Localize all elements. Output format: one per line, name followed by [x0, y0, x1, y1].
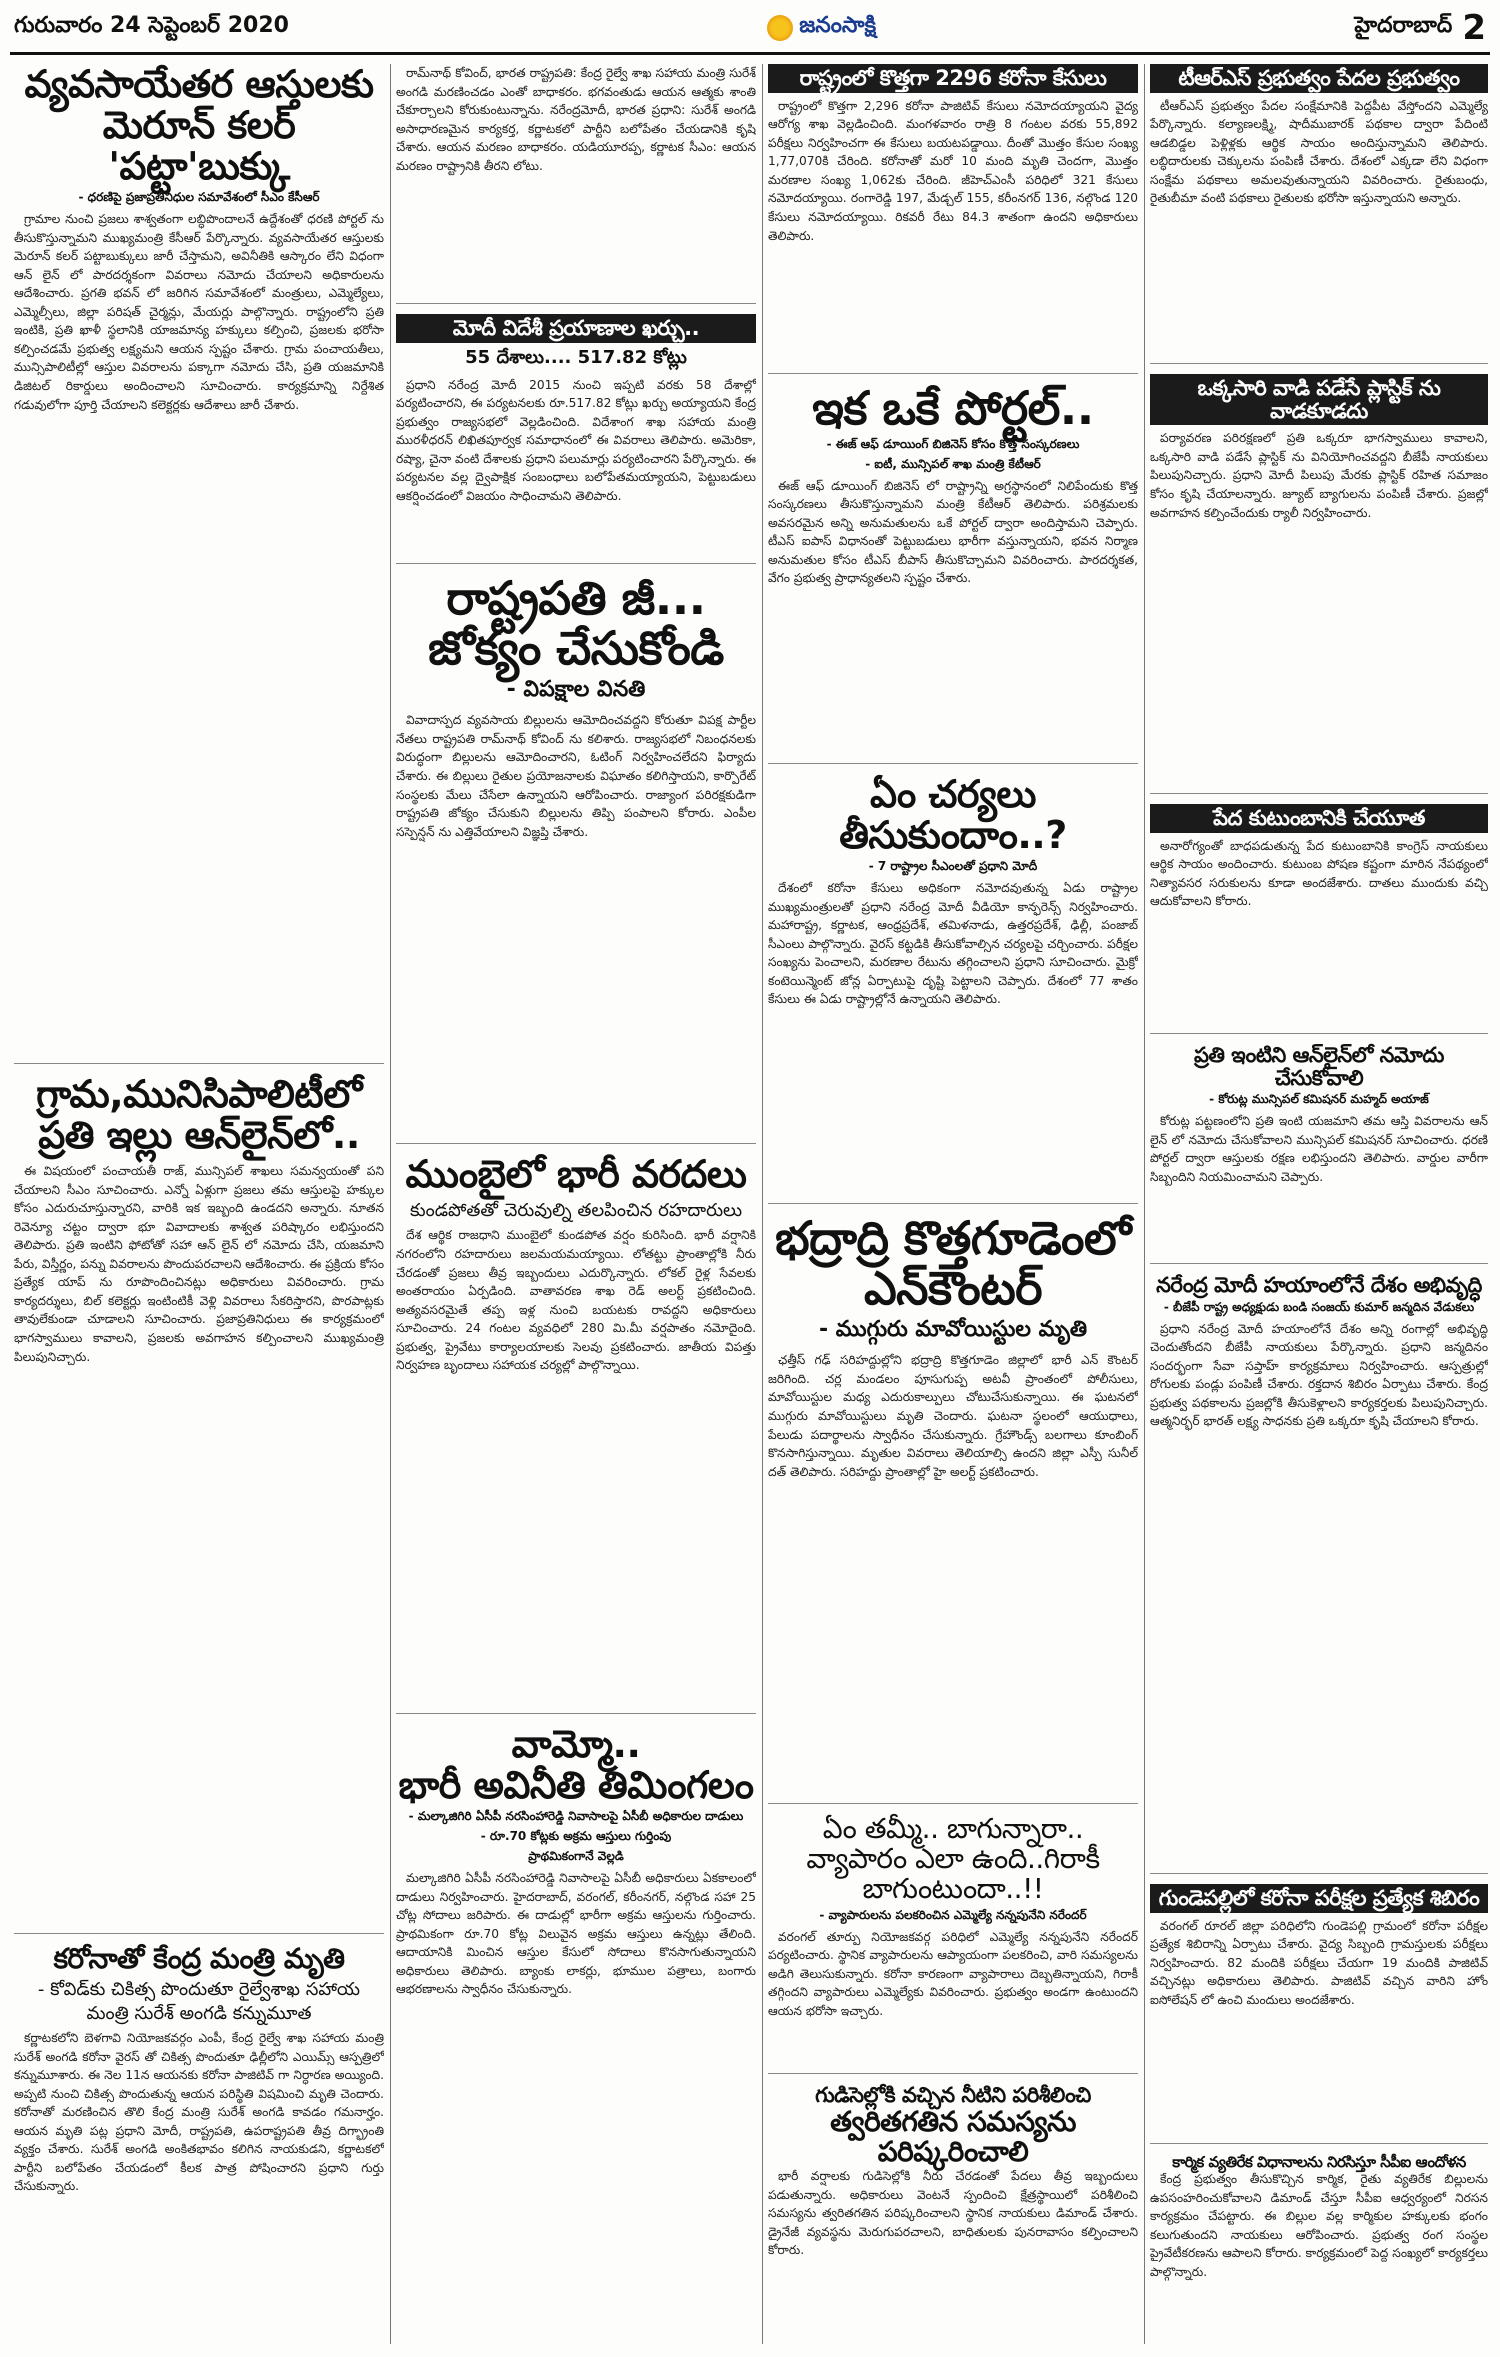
subheadline: - ముగ్గురు మావోయిస్టుల మృతి: [818, 1317, 1088, 1343]
story-body: అనారోగ్యంతో బాధపడుతున్న పేద కుటుంబానికి కాంగ్రెస్ నాయకులు ఆర్థిక సాయం అందించారు. కుటుంబ పోషణ కష్టంగా మారిన నేపథ్యంలో నిత్యావసర సరుకులను కూడా అందజేశారు. దాతలు ముందుకు వచ్చి ఆదుకోవాలని కోరారు.: [1150, 838, 1488, 909]
story-body: ఛత్తీస్ గఢ్ సరిహద్దుల్లోని భద్రాద్రి కొత్తగూడెం జిల్లాలో భారీ ఎన్ కౌంటర్ జరిగింది. చర్ల మండలం పూసుగుప్ప అటవీ ప్రాంతంలో పోలీసులు, మావోయిస్టుల మధ్య ఎదురుకాల్పులు చోటుచేసుకున్నాయి. ఈ ఘటనలో ముగ్గురు మావోయిస్టులు మృతి చెందారు. ఘటనా స్థలంలో ఆయుధాలు, పేలుడు పదార్థాలను స్వాధీనం చేసుకున్నారు. గ్రేహౌండ్స్ బలగాలు కూంబింగ్ కొనసాగిస్తున్నాయి. మృతుల వివరాలు తెలియాల్సి ఉందని జిల్లా ఎస్పీ సునీల్ దత్ తెలిపారు. సరిహద్దు ప్రాంతాల్లో హై అలర్ట్ ప్రకటించారు.: [768, 1353, 1138, 1479]
story-test-camp: [1150, 1884, 1488, 2144]
subheadline: ప్రాథమికంగానే వెల్లడి: [528, 1849, 624, 1864]
headline: ముంబైలో భారీ వరదలు: [405, 1152, 747, 1196]
column-1: [14, 64, 384, 2344]
story-body: వివాదాస్పద వ్యవసాయ బిల్లులను ఆమోదించవద్దని కోరుతూ విపక్ష పార్టీల నేతలు రాష్ట్రపతి రామ్‌నాథ్ కోవింద్ ను కలిశారు. రాజ్యసభలో నిబంధనలకు విరుద్ధంగా బిల్లులను ఆమోదించారని, ఓటింగ్ నిర్వహించలేదని ఫిర్యాదు చేశారు. ఈ బిల్లులు రైతుల ప్రయోజనాలకు విఘాతం కలిగిస్తాయని, కార్పొరేట్ సంస్థలకు మేలు చేసేలా ఉన్నాయని ఆరోపించారు. రాజ్యాంగ పరిరక్షకుడిగా రాష్ట్రపతి జోక్యం చేసుకుని బిల్లులను తిప్పి పంపాలని కోరారు. ఎంపీల సస్పెన్షన్ ను ఎత్తివేయాలని విజ్ఞప్తి చేశారు.: [396, 713, 756, 839]
story-body: టీఆర్ఎస్ ప్రభుత్వం పేదల సంక్షేమానికి పెద్దపీట వేస్తోందని ఎమ్మెల్యే పేర్కొన్నారు. కల్యాణలక్ష్మి, షాదీముబారక్ పథకాల ద్వారా పేదింటి ఆడబిడ్డల పెళ్లిళ్లకు ఆర్థిక సాయం అందిస్తున్నామని తెలిపారు. లబ్ధిదారులకు చెక్కులను పంపిణీ చేశారు. దేశంలో ఎక్కడా లేని విధంగా సంక్షేమ పథకాలు అమలవుతున్నాయని వివరించారు. రైతుబంధు, రైతుబీమా వంటి పథకాలు రైతులకు భరోసా ఇస్తున్నాయని అన్నారు.: [1150, 98, 1488, 206]
story-online: [14, 1074, 384, 1934]
cost-figure: 55 దేశాలు.... 517.82 కోట్లు: [465, 346, 687, 368]
subheadline: - విపక్షాల వినతి: [506, 677, 646, 703]
subheadline: కుండపోతతో చెరువుల్ని తలపించిన రహదారులు: [409, 1200, 743, 1222]
headline: నరేంద్ర మోదీ హయాంలోనే దేశం అభివృద్ధి: [1156, 1273, 1482, 1297]
story-corruption: [396, 1724, 756, 2344]
story-mumbai: [396, 1154, 756, 1714]
headline: మెరూన్ కలర్ 'పట్టా'బుక్కు: [102, 103, 296, 189]
headline: మోదీ విదేశీ ప్రయాణాల ఖర్చు..: [396, 314, 756, 343]
story-poor-family: [1150, 804, 1488, 1034]
story-body: వరంగల్ తూర్పు నియోజకవర్గ పరిధిలో ఎమ్మెల్యే నన్నపునేని నరేందర్ పర్యటించారు. స్థానిక వ్యాపారులను ఆప్యాయంగా పలకరించి, వారి సమస్యలను అడిగి తెలుసుకున్నారు. కరోనా కారణంగా వ్యాపారాలు దెబ్బతిన్నాయని, గిరాకీ తగ్గిందని వ్యాపారులు ఎమ్మెల్యేకు వివరించారు. ప్రభుత్వం అండగా ఉంటుందని ఆయన భరోసా ఇచ్చారు.: [768, 1929, 1138, 2018]
story-body: పర్యావరణ పరిరక్షణలో ప్రతి ఒక్కరూ భాగస్వాములు కావాలని, ఒక్కసారి వాడి పడేసే ప్లాస్టిక్ ను వినియోగించవద్దని బీజేపీ నాయకులు పిలుపునిచ్చారు. ప్రధాని మోదీ పిలుపు మేరకు ప్లాస్టిక్ రహిత సమాజం కోసం కృషి చేయాలన్నారు. జ్యూట్ బ్యాగులను పంపిణీ చేశారు. ప్రజల్లో అవగాహన కల్పించేందుకు ర్యాలీ నిర్వహించారు.: [1150, 431, 1488, 520]
masthead: [14, 8, 1486, 48]
column-4: [1150, 64, 1488, 2344]
byline: - ఈజ్ ఆఫ్ డూయింగ్ బిజినెస్ కోసం కొత్త సంస్కరణలు: [826, 436, 1080, 451]
story-body: దేశంలో కరోనా కేసులు అధికంగా నమోదవుతున్న ఏడు రాష్ట్రాల ముఖ్యమంత్రులతో ప్రధాని నరేంద్ర మోదీ వీడియో కాన్ఫరెన్స్ నిర్వహించారు. మహారాష్ట్ర, కర్ణాటక, ఆంధ్రప్రదేశ్, తమిళనాడు, ఉత్తరప్రదేశ్, ఢిల్లీ, పంజాబ్ సీఎంలు పాల్గొన్నారు. వైరస్ కట్టడికి తీసుకోవాల్సిన చర్యలపై చర్చించారు. పరీక్షల సంఖ్యను పెంచాలని, మరణాల రేటును తగ్గించాలని ప్రధాని సూచించారు. మైక్రో కంటెయిన్మెంట్ జోన్ల ఏర్పాటుపై దృష్టి పెట్టాలని చెప్పారు. దేశంలో 77 శాతం కేసులు ఈ ఏడు రాష్ట్రాల్లోనే ఉన్నాయని తెలిపారు.: [768, 881, 1138, 1007]
byline: - 7 రాష్ట్రాల సీఎంలతో ప్రధాని మోదీ: [868, 859, 1038, 874]
headline: రాష్ట్రపతి జీ...: [446, 571, 706, 625]
story-portal: [768, 381, 1138, 764]
byline: - వ్యాపారులను పలకరించిన ఎమ్మెల్యే నన్నపునేని నరేందర్: [819, 1907, 1087, 1922]
story-body: భారీ వర్షాలకు గుడిసెల్లోకి నీరు చేరడంతో పేదలు తీవ్ర ఇబ్బందులు పడుతున్నారు. అధికారులు వెంటనే స్పందించి క్షేత్రస్థాయిలో పరిశీలించి సమస్యను త్వరితగతిన పరిష్కరించాలని స్థానిక నాయకులు డిమాండ్ చేశారు. డ్రైనేజీ వ్యవస్థను మెరుగుపరచాలని, బాధితులకు పునరావాసం కల్పించాలని కోరారు.: [768, 2169, 1138, 2258]
page-number: 2: [1462, 8, 1486, 48]
story-encounter: [768, 1211, 1138, 1804]
story-modi-trips: [396, 314, 756, 564]
column-2: [396, 64, 756, 2344]
headline: కరోనాతో కేంద్ర మంత్రి మృతి: [53, 1942, 345, 1975]
story-actions: [768, 774, 1138, 1204]
story-president: [396, 571, 756, 1144]
headline: ప్రతి ఇంటిని ఆన్‌లైన్‌లో నమోదు చేసుకోవాలి: [1194, 1043, 1444, 1090]
headline: కార్మిక వ్యతిరేక విధానాలను నిరసిస్తూ సీపీఐ ఆందోళన: [1172, 2153, 1466, 2171]
headline: గ్రామ,మునిసిపాలిటీలో: [36, 1072, 362, 1116]
headline: ఇక ఒకే పోర్టల్..: [812, 381, 1094, 435]
story-body: కేంద్ర ప్రభుత్వం తీసుకొచ్చిన కార్మిక, రైతు వ్యతిరేక బిల్లులను ఉపసంహరించుకోవాలని డిమాండ్ చేస్తూ సీపీఐ ఆధ్వర్యంలో నిరసన కార్యక్రమం చేపట్టారు. ఈ బిల్లుల వల్ల కార్మికుల హక్కులకు భంగం కలుగుతుందని నాయకులు ఆరోపించారు. ప్రభుత్వ రంగ సంస్థల ప్రైవేటీకరణను ఆపాలని కోరారు. కార్యక్రమంలో పెద్ద సంఖ్యలో కార్యకర్తలు పాల్గొన్నారు.: [1150, 2172, 1488, 2279]
issue-date: గురువారం 24 సెప్టెంబర్ 2020: [14, 13, 289, 38]
story-body: ప్రధాని నరేంద్ర మోదీ 2015 నుంచి ఇప్పటి వరకు 58 దేశాల్లో పర్యటించారని, ఈ పర్యటనలకు రూ.517.82 కోట్లు ఖర్చు అయ్యాయని కేంద్ర ప్రభుత్వం రాజ్యసభలో వెల్లడించింది. విదేశాంగ శాఖ సహాయ మంత్రి మురళీధరన్ లిఖితపూర్వక సమాధానంలో ఈ వివరాలు తెలిపారు. అమెరికా, రష్యా, చైనా వంటి దేశాలకు ప్రధాని పలుమార్లు పర్యటించారని పేర్కొన్నారు. ఈ పర్యటనల వల్ల ద్వైపాక్షిక సంబంధాలు బలోపేతమయ్యాయని, పెట్టుబడులు ఆకర్షించడంలో విజయం సాధించామని తెలిపారు.: [396, 377, 756, 503]
sun-logo-icon: [767, 15, 793, 41]
story-minister: [14, 1944, 384, 2324]
story-body: ఈ విషయంలో పంచాయతీ రాజ్, మున్సిపల్ శాఖలు సమన్వయంతో పని చేయాలని సీఎం సూచించారు. ఎన్నో ఏళ్లుగా ప్రజలు తమ ఆస్తులపై హక్కుల కోసం ఎదురుచూస్తున్నారని, వారికి ఇక ఇబ్బంది ఉండదని అన్నారు. నూతన రెవెన్యూ చట్టం ద్వారా భూ వివాదాలకు శాశ్వత పరిష్కారం లభిస్తుందని తెలిపారు. ప్రతి ఇంటిని ఫోటోతో సహా ఆన్ లైన్ లో నమోదు చేసి, యజమాని పేరు, విస్తీర్ణం, పన్ను వివరాలను పొందుపరచాలని ఆదేశించారు. ఈ ప్రక్రియ కోసం ప్రత్యేక యాప్ ను రూపొందించినట్లు అధికారులు వివరించారు. గ్రామ కార్యదర్శులు, బిల్ కలెక్టర్లు ఇంటింటికీ వెళ్లి వివరాలు సేకరిస్తారని, పొరపాట్లకు తావులేకుండా చూడాలని సూచించారు. ప్రజాప్రతినిధులు ఈ కార్యక్రమంలో భాగస్వాములు కావాలని, ప్రజలకు అవగాహన కల్పించాలని ముఖ్యమంత్రి పిలుపునిచ్చారు.: [14, 1164, 384, 1364]
story-body: ఈజ్ ఆఫ్ డూయింగ్ బిజినెస్ లో రాష్ట్రాన్ని అగ్రస్థానంలో నిలిపేందుకు కొత్త సంస్కరణలు తీసుకొస్తున్నామని మంత్రి కేటీఆర్ తెలిపారు. పరిశ్రమలకు అవసరమైన అన్ని అనుమతులను ఒకే పోర్టల్ ద్వారా అందిస్తామని చెప్పారు. టీఎస్ ఐపాస్ విధానంతో పెట్టుబడులు భారీగా వస్తున్నాయని, భవన నిర్మాణ అనుమతుల కోసం టీఎస్ బీపాస్ తీసుకొచ్చామని వివరించారు. పారదర్శకత, వేగం ప్రభుత్వ ప్రాధాన్యతలని స్పష్టం చేశారు.: [768, 478, 1138, 586]
masthead-rule: [10, 52, 1490, 55]
headline: ఎన్‌కౌంటర్: [863, 1260, 1043, 1315]
headline: ఏం చర్యలు తీసుకుందాం..?: [839, 772, 1067, 858]
subheadline: - కోవిడ్‌కు చికిత్స పొందుతూ రైల్వేశాఖ సహాయ మంత్రి సురేశ్ అంగడి కన్నుమూత: [37, 1979, 361, 2024]
byline: - కోరుట్ల మున్సిపల్ కమిషనర్ మహ్మద్ అయాజ్: [1209, 1092, 1429, 1107]
column-divider: [390, 64, 391, 2344]
headline: రాష్ట్రంలో కొత్తగా 2296 కరోనా కేసులు: [768, 64, 1138, 93]
story-body: దేశ ఆర్థిక రాజధాని ముంబైలో కుండపోత వర్షం కురిసింది. భారీ వర్షానికి నగరంలోని రహదారులు జలమయమయ్యాయి. లోతట్టు ప్రాంతాల్లోకి నీరు చేరడంతో ప్రజలు తీవ్ర ఇబ్బందులు ఎదుర్కొన్నారు. లోకల్ రైళ్ల సేవలకు అంతరాయం ఏర్పడింది. వాతావరణ శాఖ రెడ్ అలర్ట్ ప్రకటించింది. అత్యవసరమైతే తప్ప ఇళ్ల నుంచి బయటకు రావద్దని అధికారులు సూచించారు. 24 గంటల వ్యవధిలో 280 మి.మీ వర్షపాతం నమోదైంది. ప్రభుత్వ, ప్రైవేటు కార్యాలయాలకు సెలవు ప్రకటించారు. జాతీయ విపత్తు నిర్వహణ బృందాలు సహాయక చర్యల్లో పాల్గొన్నాయి.: [396, 1228, 756, 1373]
column-3: [768, 64, 1138, 2344]
story-body: కోరుట్ల పట్టణంలోని ప్రతి ఇంటి యజమాని తమ ఆస్తి వివరాలను ఆన్ లైన్ లో నమోదు చేసుకోవాలని మున్సిపల్ కమిషనర్ సూచించారు. ధరణి పోర్టల్ ద్వారా ఆస్తులకు రక్షణ లభిస్తుందని తెలిపారు. వార్డుల వారీగా సిబ్బందిని నియమించామని చెప్పారు.: [1150, 1114, 1488, 1184]
headline: గుడిసెల్లోకి వచ్చిన నీటిని పరిశీలించి: [815, 2083, 1091, 2107]
headline: వామ్మో..: [511, 1722, 641, 1766]
headline: ప్రతి ఇల్లు ఆన్‌లైన్‌లో..: [38, 1113, 360, 1158]
story-plastic: [1150, 374, 1488, 794]
headline: గుండెపల్లిలో కరోనా పరీక్షల ప్రత్యేక శిబిరం: [1150, 1884, 1488, 1913]
headline: త్వరితగతిన సమస్యను పరిష్కరించాలి: [830, 2104, 1076, 2168]
headline: వ్యాపారం ఎలా ఉంది..గిరాకీ బాగుంటుందా..!!: [806, 1842, 1100, 1906]
story-body: కర్ణాటకలోని బెళగావి నియోజకవర్గం ఎంపీ, కేంద్ర రైల్వే శాఖ సహాయ మంత్రి సురేశ్ అంగడి కరోనా వైరస్ తో చికిత్స పొందుతూ ఢిల్లీలోని ఎయిమ్స్ ఆస్పత్రిలో కన్నుమూశారు. ఈ నెల 11న ఆయనకు కరోనా పాజిటివ్ గా నిర్ధారణ అయ్యింది. అప్పటి నుంచి చికిత్స పొందుతున్న ఆయన పరిస్థితి విషమించి మృతి చెందారు. కరోనాతో మరణించిన తొలి కేంద్ర మంత్రి సురేశ్ అంగడి కావడం గమనార్హం. ఆయన మృతి పట్ల ప్రధాని మోదీ, రాష్ట్రపతి, ఉపరాష్ట్రపతి తీవ్ర దిగ్భ్రాంతి వ్యక్తం చేశారు. సురేశ్ అంగడి అంకితభావం కలిగిన నాయకుడని, కర్ణాటకలో పార్టీని బలోపేతం చేయడంలో కీలక పాత్ర పోషించారని ప్రధాని గుర్తు చేసుకున్నారు.: [14, 2031, 384, 2194]
headline: భారీ అవినీతి తిమింగలం: [398, 1763, 754, 1808]
story-body: మల్కాజిగిరి ఏసీపీ నరసింహారెడ్డి నివాసాలపై ఏసీబీ అధికారులు ఏకకాలంలో దాడులు నిర్వహించారు. హైదరాబాద్, వరంగల్, కరీంనగర్, నల్గొండ సహా 25 చోట్ల సోదాలు జరిపారు. ఈ దాడుల్లో భారీగా అక్రమ ఆస్తులను గుర్తించారు. ప్రాథమికంగా రూ.70 కోట్ల విలువైన అక్రమ ఆస్తులు ఉన్నట్లు తేలింది. ఆదాయానికి మించిన ఆస్తుల కేసులో సోదాలు కొనసాగుతున్నాయని అధికారులు తెలిపారు. బ్యాంకు లాకర్లు, భూముల పత్రాలు, బంగారు ఆభరణాలను స్వాధీనం చేసుకున్నారు.: [396, 1871, 756, 1997]
headline: ఏం తమ్మీ.. బాగున్నారా..: [822, 1812, 1084, 1845]
headline: ఒక్కసారి వాడి పడేసే ప్లాస్టిక్ ను వాడకూడదు: [1150, 374, 1488, 425]
headline: వ్యవసాయేతర ఆస్తులకు: [24, 64, 374, 106]
story-trs: [1150, 64, 1488, 364]
story-gudiselu: [768, 2084, 1138, 2344]
story-body: రాష్ట్రంలో కొత్తగా 2,296 కరోనా పాజిటివ్ కేసులు నమోదయ్యాయని వైద్య ఆరోగ్య శాఖ వెల్లడించింది. మంగళవారం రాత్రి 8 గంటల వరకు 55,892 పరీక్షలు నిర్వహించగా ఈ కేసులు బయటపడ్డాయి. దీంతో మొత్తం కేసుల సంఖ్య 1,77,070కి చేరింది. కరోనాతో మరో 10 మంది మృతి చెందగా, మొత్తం మరణాల సంఖ్య 1,062కు చేరింది. జీహెచ్ఎంసీ పరిధిలో 321 కేసులు నమోదయ్యాయి. రంగారెడ్డి 197, మేడ్చల్ 155, కరీంనగర్ 136, నల్గొండ 120 కేసులు నమోదయ్యాయి. రికవరీ రేటు 84.3 శాతంగా ఉందని అధికారులు తెలిపారు.: [768, 98, 1138, 243]
headline: పేద కుటుంబానికి చేయూత: [1150, 804, 1488, 833]
subheadline: - మల్కాజిగిరి ఏసీపీ నరసింహారెడ్డి నివాసాలపై ఏసీబీ అధికారుల దాడులు: [408, 1809, 744, 1824]
story-condolence: [396, 64, 756, 304]
story-modi-leader: [1150, 1274, 1488, 1874]
story-corona: [768, 64, 1138, 374]
byline: - బీజేపీ రాష్ట్ర అధ్యక్షుడు బండి సంజయ్ కుమార్ జన్మదిన వేడుకలు: [1163, 1299, 1475, 1314]
byline: - ఐటీ, మున్సిపల్ శాఖ మంత్రి కేటీఆర్: [865, 456, 1041, 471]
byline: - ధరణిపై ప్రజాప్రతినిధుల సమావేశంలో సీఎం కేసీఆర్: [78, 190, 320, 205]
story-cpi-protest: [1150, 2154, 1488, 2344]
newspaper-logo: [767, 13, 876, 43]
column-divider: [762, 64, 763, 2344]
headline: టీఆర్ఎస్ ప్రభుత్వం పేదల ప్రభుత్వం: [1150, 64, 1488, 93]
edition-info: [1354, 8, 1486, 48]
newspaper-name: జనంసాక్షి: [799, 13, 877, 38]
story-body: ప్రధాని నరేంద్ర మోదీ హయాంలోనే దేశం అన్ని రంగాల్లో అభివృద్ధి చెందుతోందని బీజేపీ నాయకులు పేర్కొన్నారు. ప్రధాని జన్మదినం సందర్భంగా సేవా సప్తాహ్ కార్యక్రమాలు నిర్వహించారు. ఆస్పత్రుల్లో రోగులకు పండ్లు పంపిణీ చేశారు. రక్తదాన శిబిరం ఏర్పాటు చేశారు. కేంద్ర ప్రభుత్వ పథకాలను ప్రజల్లోకి తీసుకెళ్లాలని కార్యకర్తలకు పిలుపునిచ్చారు. ఆత్మనిర్భర్ భారత్ లక్ష్య సాధనకు ప్రతి ఒక్కరూ కృషి చేయాలని కోరారు.: [1150, 1321, 1488, 1429]
edition-city: హైదరాబాద్: [1354, 13, 1453, 38]
story-pattas: [14, 64, 384, 1064]
story-body: గ్రామాల నుంచి ప్రజలు శాశ్వతంగా లబ్ధిపొందాలనే ఉద్దేశంతో ధరణి పోర్టల్ ను తీసుకొస్తున్నామని ముఖ్యమంత్రి కేసీఆర్ పేర్కొన్నారు. వ్యవసాయేతర ఆస్తులకు మెరూన్ కలర్ పట్టాబుక్కులు జారీ చేస్తామని, అవినీతికి ఆస్కారం లేని విధంగా ఆన్ లైన్ లో పారదర్శకంగా వివరాలు నమోదు చేయాలని అధికారులను ఆదేశించారు. ప్రగతి భవన్ లో జరిగిన సమావేశంలో మంత్రులు, ఎమ్మెల్యేలు, ఎమ్మెల్సీలు, జిల్లా పరిషత్ చైర్మన్లు, మేయర్లు పాల్గొన్నారు. రాష్ట్రంలోని ప్రతి ఇంటికి, ప్రతి ఖాళీ స్థలానికి యాజమాన్య హక్కులు కల్పించి, ప్రజలకు భరోసా కల్పించడమే ప్రభుత్వ లక్ష్యమని ఆయన స్పష్టం చేశారు. గ్రామ పంచాయతీలు, మున్సిపాలిటీల్లో ఆస్తుల వివరాలను పక్కాగా నమోదు చేసి, ప్రతి యజమానికి డిజిటల్ రికార్డులు అందించాలని సూచించారు. కార్యక్రమాన్ని నిర్దేశిత గడువులోగా పూర్తి చేయాలని కలెక్టర్లకు ఆదేశాలు జారీ చేశారు.: [14, 212, 384, 412]
story-body: వరంగల్ రూరల్ జిల్లా పరిధిలోని గుండెపల్లి గ్రామంలో కరోనా పరీక్షల ప్రత్యేక శిబిరాన్ని ఏర్పాటు చేశారు. వైద్య సిబ్బంది గ్రామస్తులకు పరీక్షలు నిర్వహించారు. 82 మందికి పరీక్షలు చేయగా 19 మందికి పాజిటివ్ వచ్చినట్లు అధికారులు తెలిపారు. పాజిటివ్ వచ్చిన వారిని హోం ఐసోలేషన్ లో ఉంచి మందులు అందజేశారు.: [1150, 1918, 1488, 2007]
story-business: [768, 1814, 1138, 2074]
headline: భద్రాద్రి కొత్తగూడెంలో: [775, 1211, 1131, 1265]
subheadline: - రూ.70 కోట్లకు అక్రమ ఆస్తులు గుర్తింపు: [480, 1829, 672, 1844]
story-registration: [1150, 1044, 1488, 1264]
headline: జోక్యం చేసుకోండి: [428, 620, 724, 675]
story-body: రామ్‌నాథ్ కోవింద్, భారత రాష్ట్రపతి: కేంద్ర రైల్వే శాఖ సహాయ మంత్రి సురేశ్ అంగడి మరణించడం ఎంతో బాధాకరం. భగవంతుడు ఆయన ఆత్మకు శాంతి చేకూర్చాలని కోరుకుంటున్నాను. నరేంద్రమోదీ, భారత ప్రధాని: సురేశ్ అంగడి అసాధారణమైన కార్యకర్త, కర్ణాటకలో పార్టీని బలోపేతం చేయడానికి కృషి చేశారు. ఆయన మరణం బాధాకరం. యడియూరప్ప, కర్ణాటక సీఎం: ఆయన మరణం రాష్ట్రానికి తీరని లోటు.: [396, 66, 756, 173]
column-divider: [1144, 64, 1145, 2344]
